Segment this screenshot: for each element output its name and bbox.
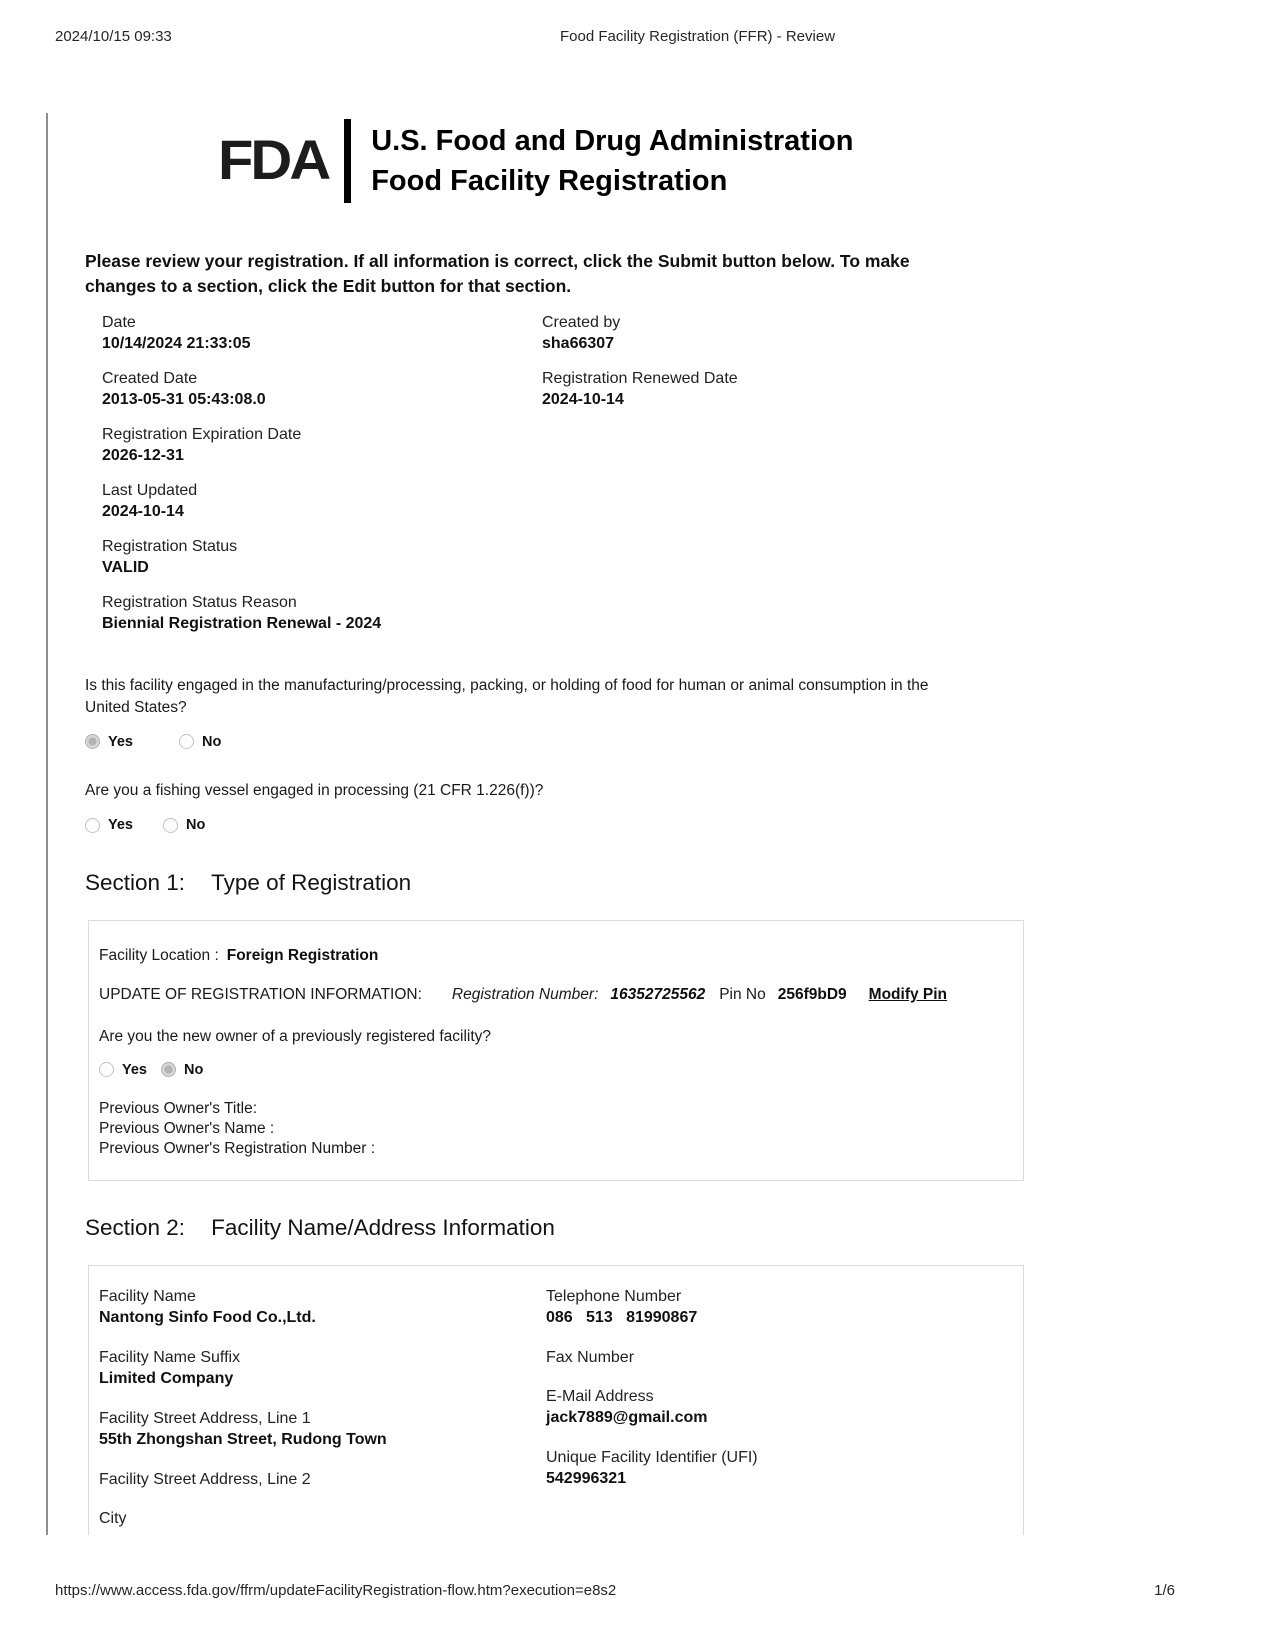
field-label: Registration Expiration Date: [102, 425, 302, 443]
radio-option-yes[interactable]: [85, 732, 133, 753]
section2-left-column: [99, 1287, 546, 1535]
field-value: jack7889@gmail.com: [546, 1408, 708, 1426]
fda-title-line2: Food Facility Registration: [371, 165, 728, 197]
facility-location-label: Facility Location :: [99, 946, 219, 964]
meta-row: [102, 481, 1228, 523]
field-status-reason: [102, 593, 542, 635]
field-label: Created by: [542, 313, 621, 331]
radio-label: Yes: [122, 1061, 147, 1078]
field-value: 2024-10-14: [102, 502, 184, 520]
radio-no-icon[interactable]: [179, 734, 194, 749]
field-value: 2026-12-31: [102, 446, 184, 464]
footer-page-number: 1/6: [1154, 1582, 1175, 1599]
radio-option-no[interactable]: [179, 732, 221, 753]
previous-owner-regnumber-label: Previous Owner's Registration Number :: [99, 1139, 376, 1157]
field-ufi: [546, 1448, 1009, 1490]
radio-option-no[interactable]: [163, 815, 205, 836]
pin-value: 256f9bD9: [777, 985, 847, 1003]
modify-pin-link[interactable]: Modify Pin: [868, 985, 948, 1003]
field-label: Facility Street Address, Line 2: [99, 1470, 311, 1488]
field-fax: [546, 1348, 1009, 1368]
radio-option-yes[interactable]: [85, 815, 133, 836]
radio-option-no[interactable]: [161, 1062, 203, 1078]
field-date: [102, 313, 542, 355]
section1-number: Section 1:: [85, 869, 186, 895]
field-label: City: [99, 1509, 127, 1527]
section1-heading: [85, 870, 1228, 896]
section2-number: Section 2:: [85, 1214, 186, 1240]
meta-row: [102, 425, 1228, 467]
field-created-date: [102, 369, 542, 411]
registration-meta: [102, 313, 1228, 635]
field-value: 2024-10-14: [542, 390, 624, 408]
question-text: Are you a fishing vessel engaged in processing (21 CFR 1.226(f))?: [85, 782, 544, 800]
field-label: Facility Name: [99, 1287, 196, 1305]
previous-owner-block: [99, 1100, 1009, 1159]
print-datetime: 2024/10/15 09:33: [55, 28, 172, 45]
field-telephone: [546, 1287, 1009, 1329]
field-label: Date: [102, 313, 136, 331]
meta-row: [102, 313, 1228, 355]
field-value: Nantong Sinfo Food Co.,Ltd.: [99, 1308, 316, 1326]
section2-heading: [85, 1215, 1228, 1241]
owner-question-text: Are you the new owner of a previously registered facility?: [99, 1027, 492, 1045]
field-label: Last Updated: [102, 481, 198, 499]
section2-right-column: [546, 1287, 1009, 1535]
radio-label: No: [184, 1061, 204, 1078]
field-city: [99, 1509, 546, 1529]
field-created-by: [542, 313, 982, 355]
radio-yes-icon[interactable]: [85, 734, 100, 749]
update-label: UPDATE OF REGISTRATION INFORMATION:: [99, 985, 422, 1003]
question-us-consumption: [85, 675, 975, 753]
field-street-address-2: [99, 1470, 546, 1490]
meta-row: [102, 369, 1228, 411]
field-value: Biennial Registration Renewal - 2024: [102, 614, 382, 632]
field-street-address-1: [99, 1409, 546, 1451]
meta-row: [102, 537, 1228, 579]
field-value: sha66307: [542, 334, 615, 352]
radio-option-yes[interactable]: [99, 1062, 147, 1078]
section1-title: Type of Registration: [211, 869, 412, 895]
field-label: Facility Name Suffix: [99, 1348, 241, 1366]
field-label: Unique Facility Identifier (UFI): [546, 1448, 758, 1466]
field-label: Registration Status: [102, 537, 238, 555]
field-facility-name-suffix: [99, 1348, 546, 1390]
radio-label: No: [186, 817, 206, 834]
radio-no-icon[interactable]: [161, 1062, 176, 1077]
section2-title: Facility Name/Address Information: [211, 1214, 555, 1240]
field-value: 10/14/2024 21:33:05: [102, 334, 251, 352]
fda-logo: FDA: [218, 129, 329, 192]
field-label: Registration Status Reason: [102, 593, 297, 611]
fda-banner-titles: [371, 121, 853, 201]
footer-url: https://www.access.fda.gov/ffrm/updateFacilityRegistration-flow.htm?execution=e8s2: [55, 1582, 617, 1599]
section2-box: [88, 1265, 1024, 1535]
previous-owner-name-label: Previous Owner's Name :: [99, 1119, 275, 1137]
field-label: Fax Number: [546, 1348, 635, 1366]
radio-yes-icon[interactable]: [85, 818, 100, 833]
field-label: Created Date: [102, 369, 198, 387]
field-expiration-date: [102, 425, 542, 467]
field-value: 542996321: [546, 1469, 627, 1487]
field-label: Telephone Number: [546, 1287, 682, 1305]
field-label: E-Mail Address: [546, 1387, 654, 1405]
facility-location-value: Foreign Registration: [226, 946, 379, 964]
meta-row: [102, 593, 1228, 635]
fda-logo-divider: [344, 119, 351, 203]
radio-label: Yes: [108, 817, 133, 834]
field-label: Registration Renewed Date: [542, 369, 738, 387]
field-value: 55th Zhongshan Street, Rudong Town: [99, 1430, 387, 1448]
field-facility-name: [99, 1287, 546, 1329]
field-value: 2013-05-31 05:43:08.0: [102, 390, 266, 408]
registration-number-value: 16352725562: [610, 985, 706, 1003]
radio-label: Yes: [108, 733, 133, 750]
content: [48, 113, 1228, 1535]
radio-group-us-consumption: [85, 732, 975, 753]
update-registration-row: [99, 986, 1009, 1004]
field-label: Facility Street Address, Line 1: [99, 1409, 311, 1427]
radio-group-new-owner: [99, 1062, 1009, 1078]
section1-box: [88, 920, 1024, 1181]
registration-number-label: Registration Number:: [451, 985, 599, 1003]
radio-no-icon[interactable]: [163, 818, 178, 833]
field-last-updated: [102, 481, 542, 523]
radio-yes-icon[interactable]: [99, 1062, 114, 1077]
field-value: Limited Company: [99, 1369, 234, 1387]
field-value: 086 513 81990867: [546, 1308, 698, 1326]
radio-group-fishing-vessel: [85, 815, 975, 836]
field-renewed-date: [542, 369, 982, 411]
question-text: Is this facility engaged in the manufacturing/processing, packing, or holding of food for human or animal consumption in the United States?: [85, 676, 929, 716]
question-fishing-vessel: [85, 780, 975, 836]
fda-title-line1: U.S. Food and Drug Administration: [371, 124, 854, 157]
facility-location-row: [99, 947, 1009, 965]
field-registration-status: [102, 537, 542, 579]
pin-label: Pin No: [719, 985, 766, 1003]
radio-label: No: [202, 733, 222, 750]
previous-owner-title-label: Previous Owner's Title:: [99, 1099, 258, 1117]
review-instructions: Please review your registration. If all information is correct, click the Submit button below. To make changes to a section, click the Edit button for that section.: [85, 251, 910, 296]
fda-banner: [218, 119, 1228, 203]
field-value: VALID: [102, 558, 149, 576]
print-page-title: Food Facility Registration (FFR) - Review: [559, 28, 836, 45]
field-email: [546, 1387, 1009, 1429]
